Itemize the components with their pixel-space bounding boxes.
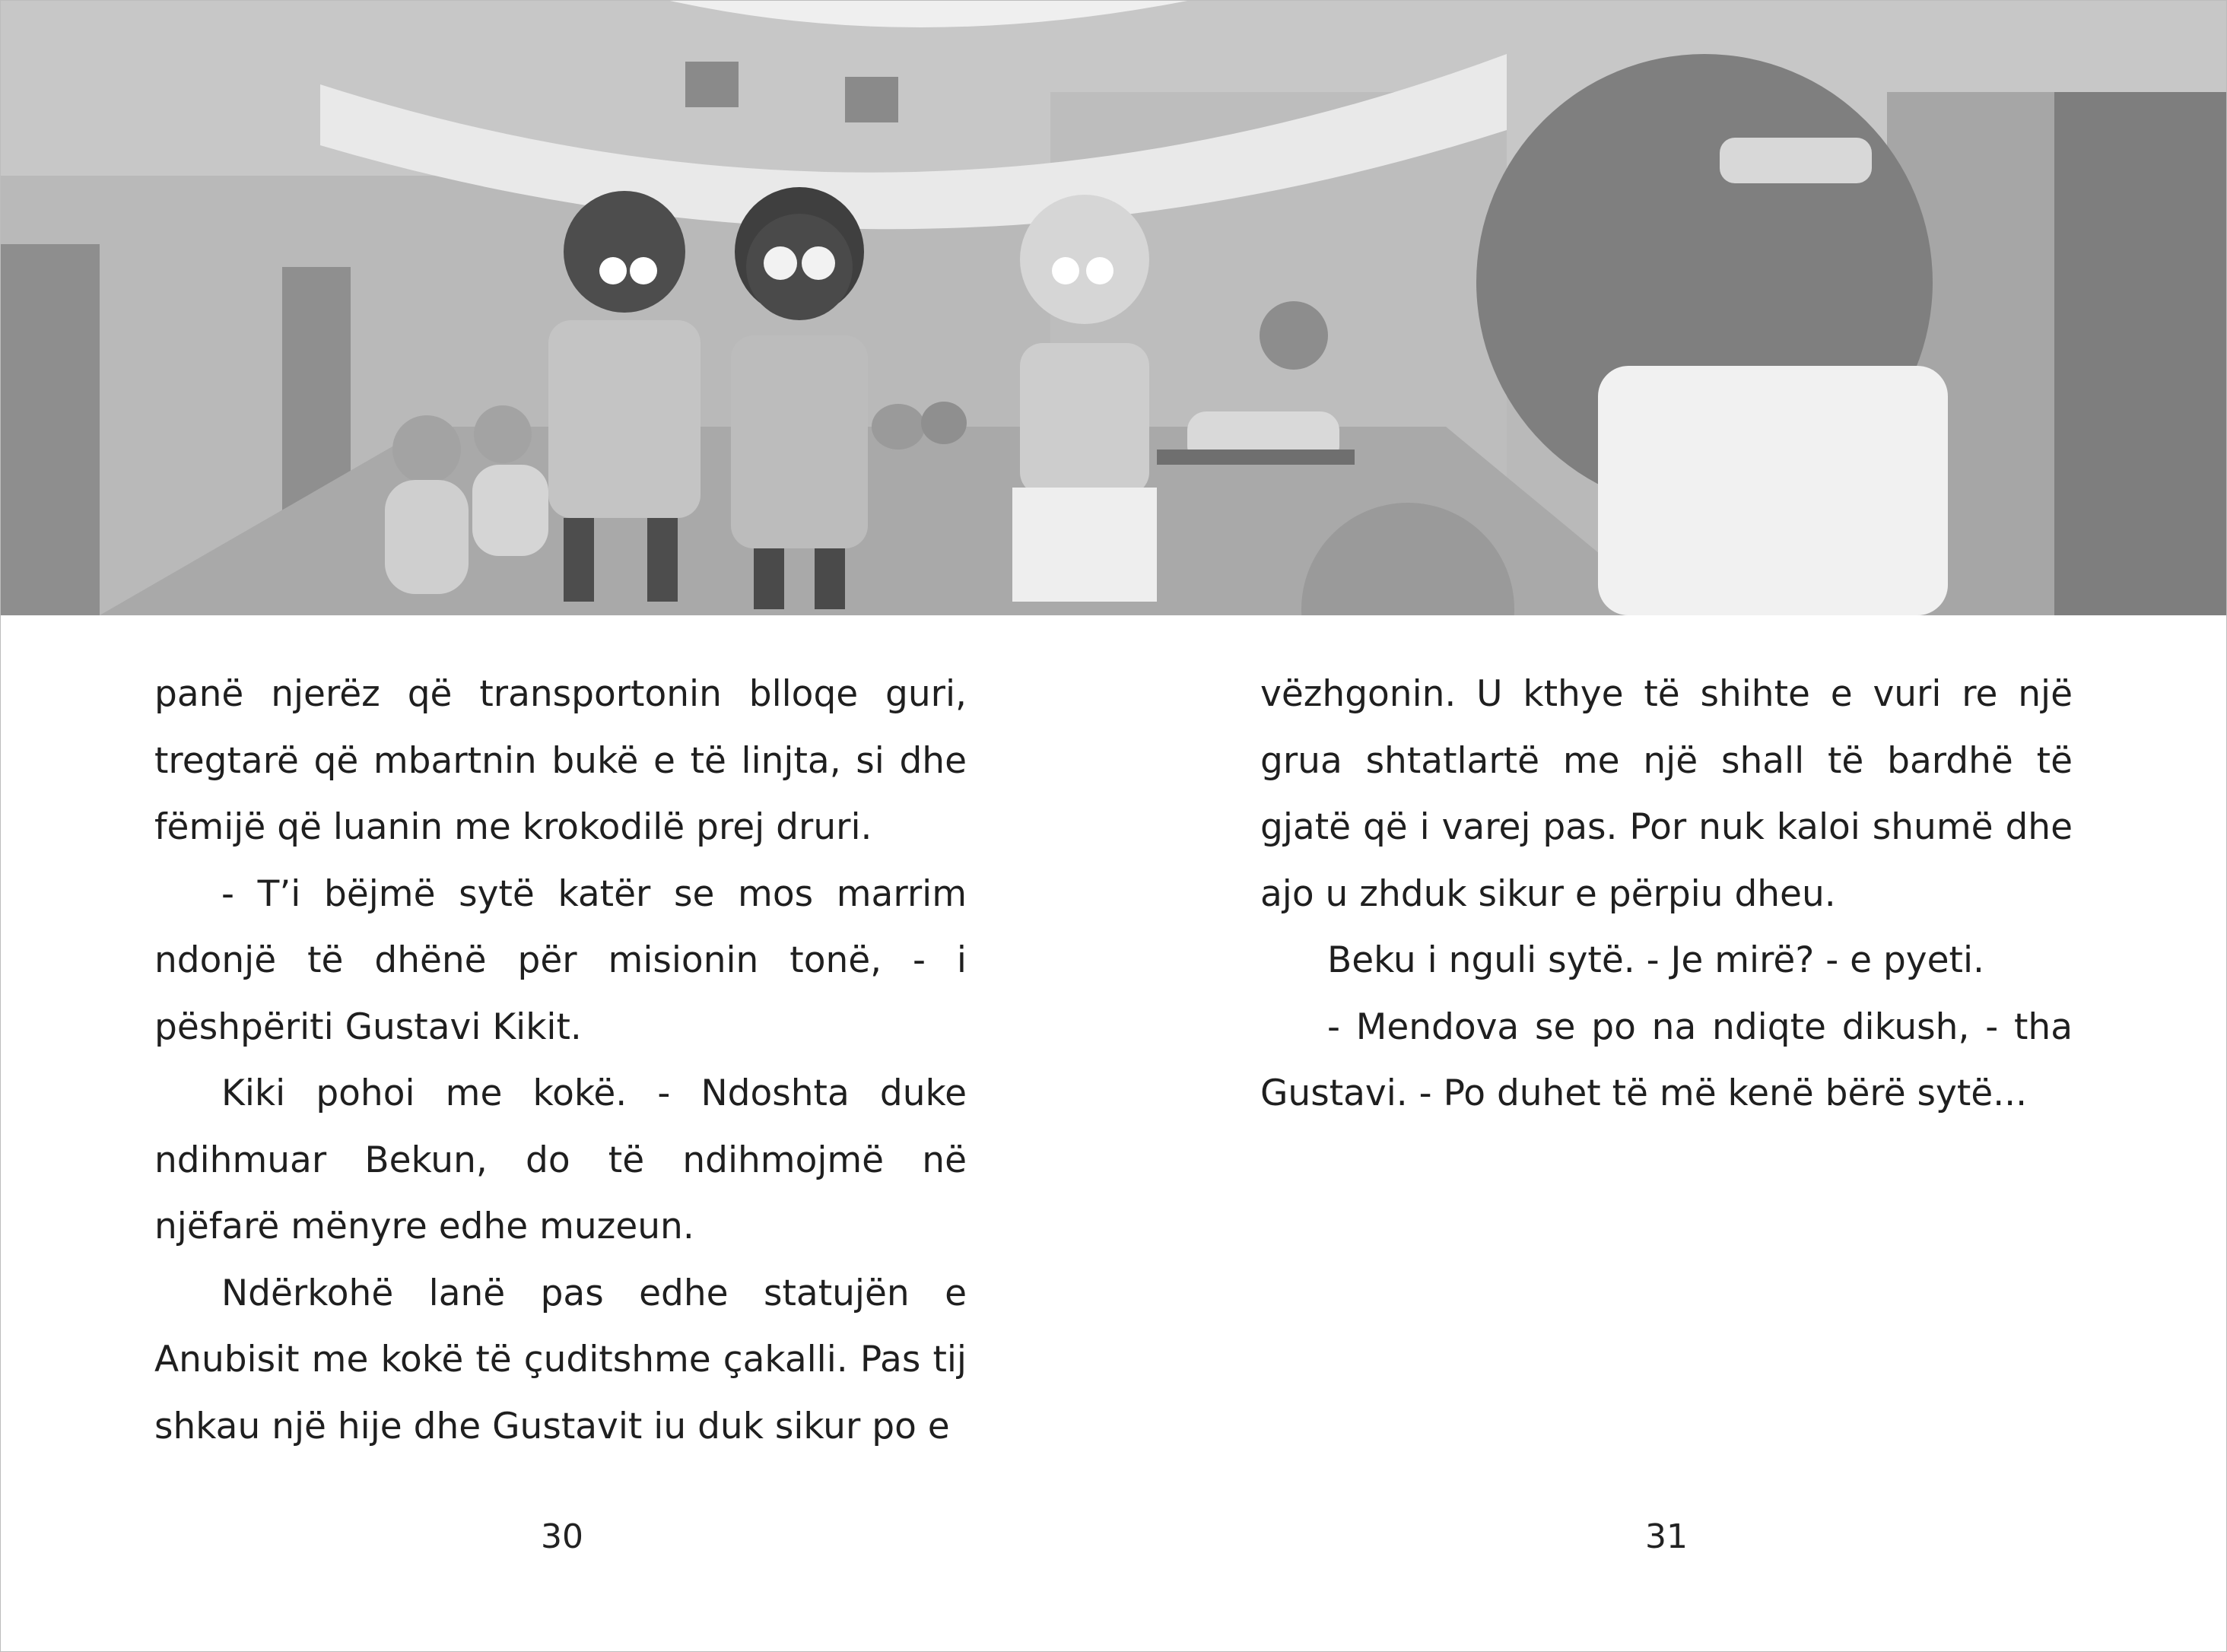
paragraph: Kiki pohoi me kokë. - Ndoshta duke ndihmuar Bekun, do të ndihmojmë në njëfarë mënyre edhe muzeun. xyxy=(154,1072,967,1247)
page-number-right: 31 xyxy=(1645,1517,1688,1556)
paragraph: vëzhgonin. U kthye të shihte e vuri re një grua shtatlartë me një shall të bardhë të gjatë që i varej pas. Por nuk kaloi shumë dhe ajo u zhduk sikur e përpiu dheu. xyxy=(1260,673,2073,915)
paragraph: panë njerëz që transportonin blloqe guri, tregtarë që mbartnin bukë e të linjta, si dhe fëmijë që luanin me krokodilë prej druri. xyxy=(154,673,967,848)
right-page-text xyxy=(1260,661,2073,1127)
paragraph: Beku i nguli sytë. - Je mirë? - e pyeti. xyxy=(1327,939,1984,981)
paragraph: - Mendova se po na ndiqte dikush, - tha Gustavi. - Po duhet të më kenë bërë sytë... xyxy=(1260,1005,2073,1114)
left-page-text xyxy=(154,661,967,1460)
street-scene-illustration-icon xyxy=(1,1,2226,615)
paragraph: - T’i bëjmë sytë katër se mos marrim ndonjë të dhënë për misionin tonë, - i pëshpëriti Gustavi Kikit. xyxy=(154,872,967,1048)
page-number-left: 30 xyxy=(541,1517,583,1556)
paragraph: Ndërkohë lanë pas edhe statujën e Anubisit me kokë të çuditshme çakalli. Pas tij shkau një hije dhe Gustavit iu duk sikur po e xyxy=(154,1272,967,1447)
